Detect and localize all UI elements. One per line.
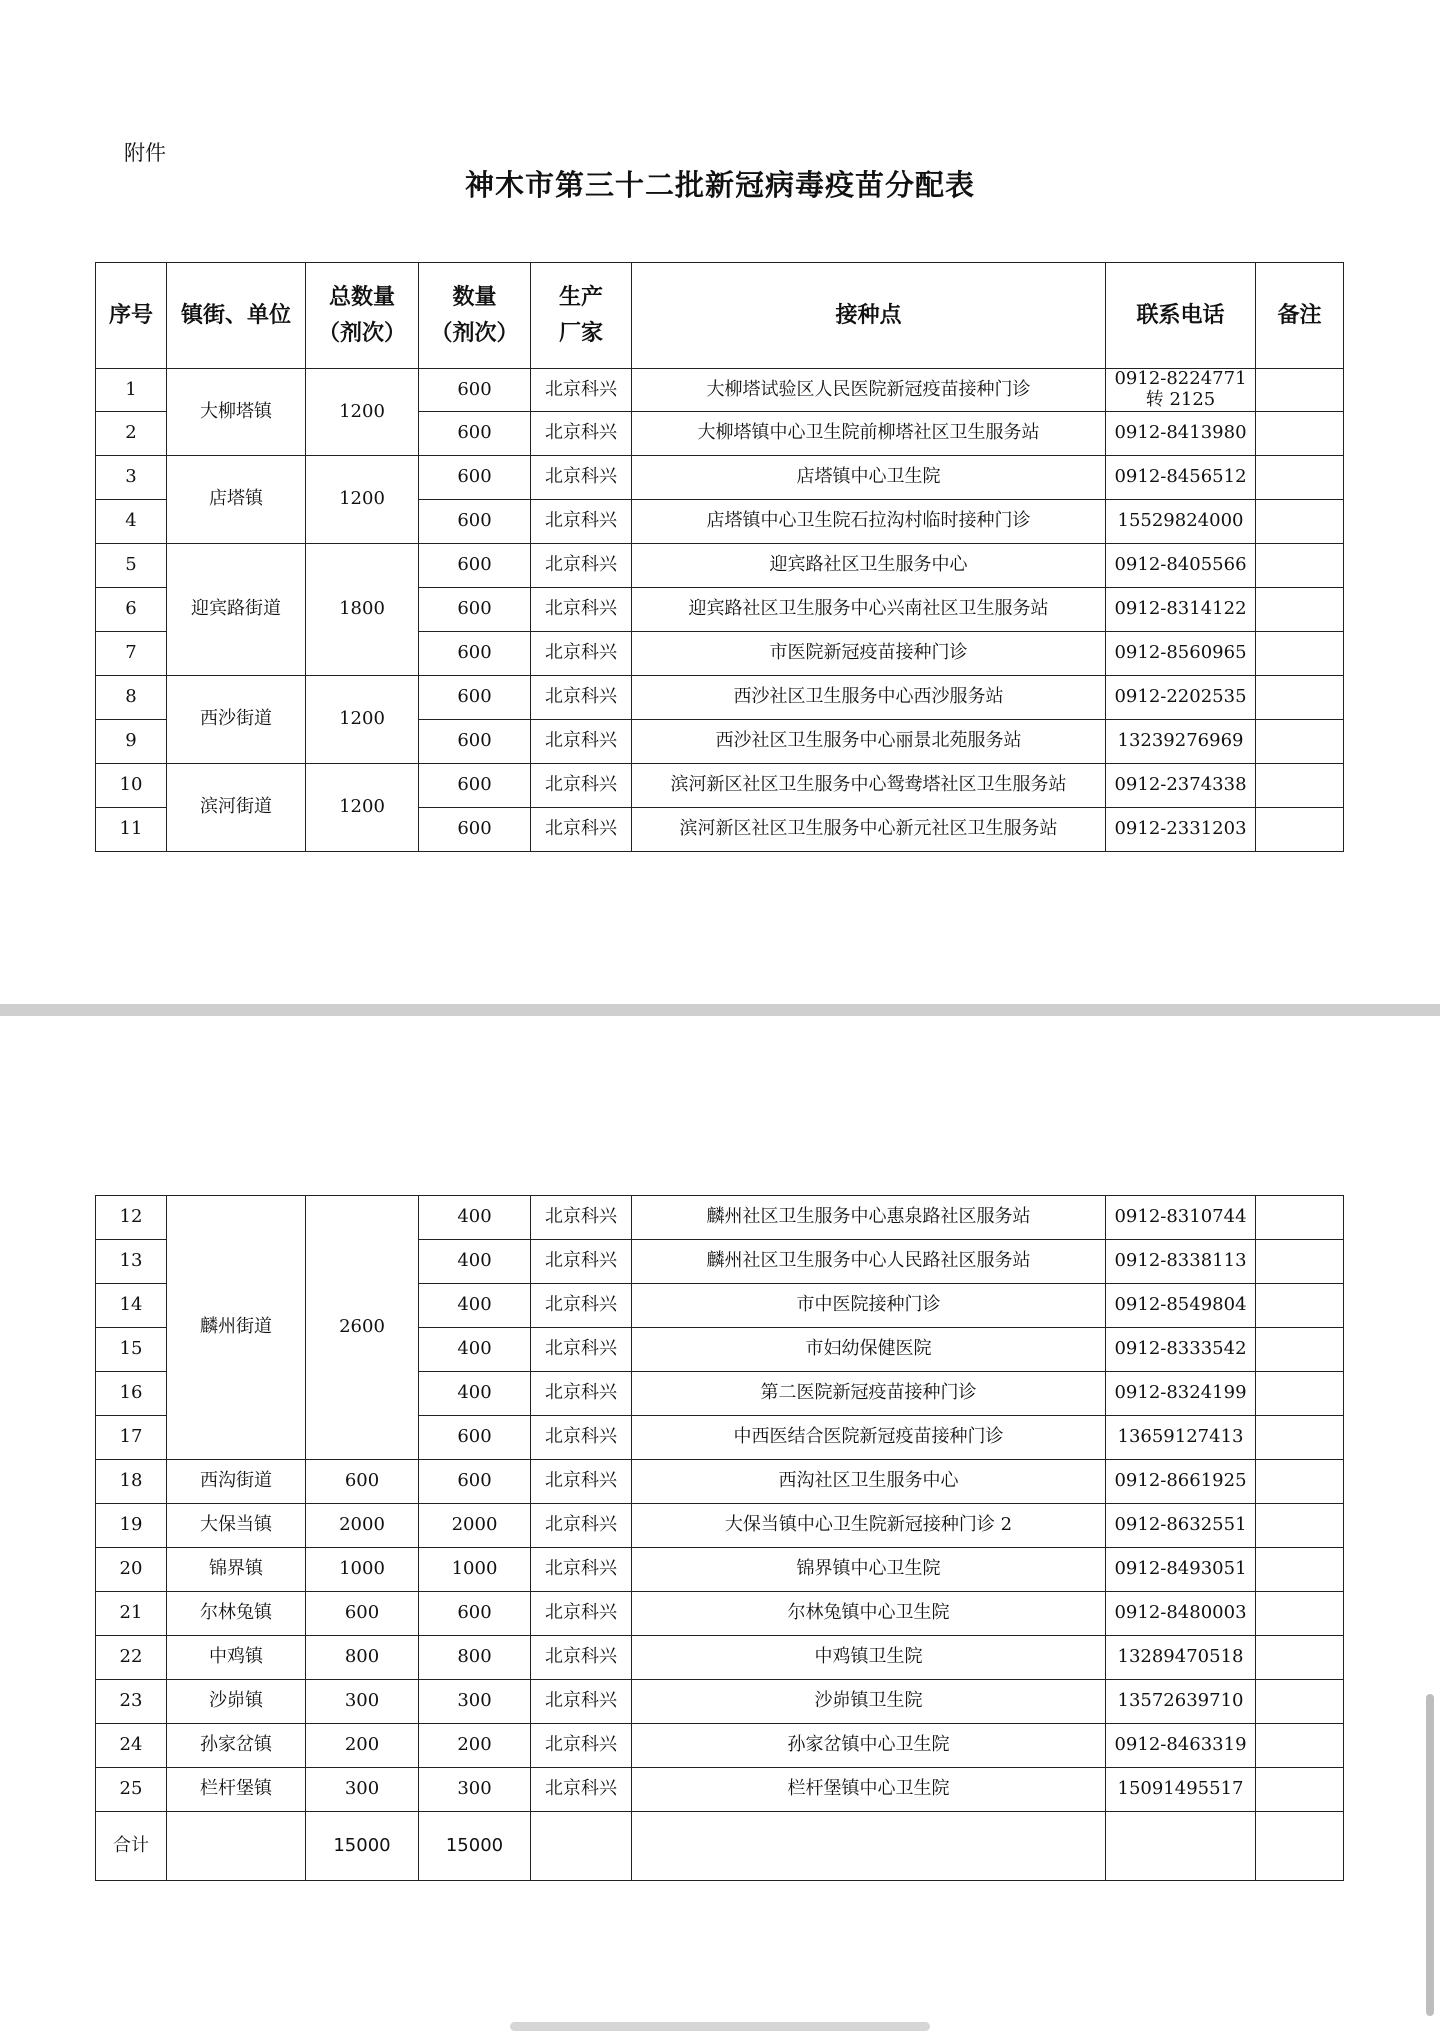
cell-seq: 2 — [96, 412, 167, 456]
allocation-table-part-1 — [95, 262, 1344, 852]
table-row — [96, 1724, 1344, 1768]
cell-note — [1256, 1768, 1344, 1812]
cell-qty: 600 — [419, 500, 531, 544]
header-total-line2: （剂次） — [317, 320, 406, 346]
cell-unit: 大柳塔镇 — [167, 369, 306, 456]
table-row — [96, 1504, 1344, 1548]
cell-unit: 沙峁镇 — [167, 1680, 306, 1724]
header-qty-line2: （剂次） — [430, 320, 519, 346]
cell-total: 2600 — [306, 1196, 419, 1460]
cell-note — [1256, 676, 1344, 720]
cell-total: 1800 — [306, 544, 419, 676]
cell-seq: 23 — [96, 1680, 167, 1724]
table-row — [96, 369, 1344, 412]
cell-site: 大柳塔镇中心卫生院前柳塔社区卫生服务站 — [632, 412, 1106, 456]
cell-maker: 北京科兴 — [531, 1196, 632, 1240]
cell-site: 市中医院接种门诊 — [632, 1284, 1106, 1328]
cell-qty: 300 — [419, 1680, 531, 1724]
cell-phone: 0912-8324199 — [1106, 1372, 1256, 1416]
table-row — [96, 1768, 1344, 1812]
cell-note — [1256, 720, 1344, 764]
cell-phone: 0912-8480003 — [1106, 1592, 1256, 1636]
cell-note — [1256, 1240, 1344, 1284]
cell-note — [1256, 1196, 1344, 1240]
cell-total: 600 — [306, 1592, 419, 1636]
cell-site: 中鸡镇卫生院 — [632, 1636, 1106, 1680]
table-row — [96, 676, 1344, 720]
cell-site: 市妇幼保健医院 — [632, 1328, 1106, 1372]
table-row — [96, 764, 1344, 808]
cell-seq: 7 — [96, 632, 167, 676]
cell-maker: 北京科兴 — [531, 764, 632, 808]
cell-total: 300 — [306, 1768, 419, 1812]
cell-site: 滨河新区社区卫生服务中心鸳鸯塔社区卫生服务站 — [632, 764, 1106, 808]
cell-site: 栏杆堡镇中心卫生院 — [632, 1768, 1106, 1812]
cell-note — [1256, 1504, 1344, 1548]
cell-qty: 600 — [419, 544, 531, 588]
cell-site: 锦界镇中心卫生院 — [632, 1548, 1106, 1592]
cell-phone: 0912-8413980 — [1106, 412, 1256, 456]
cell-maker: 北京科兴 — [531, 1768, 632, 1812]
cell-site: 西沙社区卫生服务中心西沙服务站 — [632, 676, 1106, 720]
cell-phone: 15529824000 — [1106, 500, 1256, 544]
cell-phone: 0912-2374338 — [1106, 764, 1256, 808]
page-separator — [0, 1004, 1440, 1016]
cell-phone: 0912-8493051 — [1106, 1548, 1256, 1592]
cell-qty: 400 — [419, 1372, 531, 1416]
cell-site: 西沟社区卫生服务中心 — [632, 1460, 1106, 1504]
cell-seq: 25 — [96, 1768, 167, 1812]
cell-maker: 北京科兴 — [531, 808, 632, 852]
document-page-1 — [0, 0, 1440, 1004]
cell-phone: 0912-8549804 — [1106, 1284, 1256, 1328]
cell-total: 600 — [306, 1460, 419, 1504]
cell-qty: 400 — [419, 1284, 531, 1328]
document-title: 神木市第三十二批新冠病毒疫苗分配表 — [464, 168, 975, 202]
cell-qty: 600 — [419, 412, 531, 456]
cell-qty: 600 — [419, 1416, 531, 1460]
cell-unit: 中鸡镇 — [167, 1636, 306, 1680]
cell-qty: 1000 — [419, 1548, 531, 1592]
cell-qty: 400 — [419, 1196, 531, 1240]
cell-qty: 600 — [419, 456, 531, 500]
cell-seq: 15 — [96, 1328, 167, 1372]
cell-maker: 北京科兴 — [531, 412, 632, 456]
cell-qty: 2000 — [419, 1504, 531, 1548]
cell-seq: 18 — [96, 1460, 167, 1504]
table-row — [96, 1592, 1344, 1636]
cell-maker: 北京科兴 — [531, 720, 632, 764]
cell-phone: 0912-8405566 — [1106, 544, 1256, 588]
cell-unit: 滨河街道 — [167, 764, 306, 852]
vertical-scrollbar[interactable] — [1426, 1694, 1434, 2016]
cell-phone: 13659127413 — [1106, 1416, 1256, 1460]
cell-site: 孙家岔镇中心卫生院 — [632, 1724, 1106, 1768]
header-total — [306, 263, 419, 369]
cell-seq: 1 — [96, 369, 167, 412]
header-unit: 镇街、单位 — [167, 263, 306, 369]
cell-note — [1256, 764, 1344, 808]
header-qty — [419, 263, 531, 369]
cell-qty: 600 — [419, 1592, 531, 1636]
cell-unit: 店塔镇 — [167, 456, 306, 544]
cell-note — [1256, 1636, 1344, 1680]
table-row — [96, 1460, 1344, 1504]
cell-site: 滨河新区社区卫生服务中心新元社区卫生服务站 — [632, 808, 1106, 852]
cell-note — [1256, 808, 1344, 852]
total-sum: 15000 — [306, 1812, 419, 1881]
cell-seq: 11 — [96, 808, 167, 852]
header-maker — [531, 263, 632, 369]
cell-qty: 200 — [419, 1724, 531, 1768]
cell-site: 市医院新冠疫苗接种门诊 — [632, 632, 1106, 676]
cell-maker: 北京科兴 — [531, 1636, 632, 1680]
header-site: 接种点 — [632, 263, 1106, 369]
cell-maker: 北京科兴 — [531, 588, 632, 632]
cell-total: 1200 — [306, 369, 419, 456]
cell-qty: 400 — [419, 1328, 531, 1372]
cell-site: 西沙社区卫生服务中心丽景北苑服务站 — [632, 720, 1106, 764]
cell-qty: 300 — [419, 1768, 531, 1812]
cell-seq: 8 — [96, 676, 167, 720]
cell-maker: 北京科兴 — [531, 1724, 632, 1768]
cell-maker: 北京科兴 — [531, 1680, 632, 1724]
cell-site: 沙峁镇卫生院 — [632, 1680, 1106, 1724]
cell-note — [1256, 500, 1344, 544]
cell-unit: 西沙街道 — [167, 676, 306, 764]
total-unit-empty — [167, 1812, 306, 1881]
header-qty-line1: 数量 — [452, 285, 497, 311]
cell-phone: 0912-8560965 — [1106, 632, 1256, 676]
cell-seq: 12 — [96, 1196, 167, 1240]
cell-site: 麟州社区卫生服务中心惠泉路社区服务站 — [632, 1196, 1106, 1240]
cell-total: 200 — [306, 1724, 419, 1768]
cell-unit: 栏杆堡镇 — [167, 1768, 306, 1812]
cell-maker: 北京科兴 — [531, 369, 632, 412]
cell-maker: 北京科兴 — [531, 1548, 632, 1592]
header-seq: 序号 — [96, 263, 167, 369]
cell-phone: 13572639710 — [1106, 1680, 1256, 1724]
cell-maker: 北京科兴 — [531, 676, 632, 720]
cell-phone: 0912-8314122 — [1106, 588, 1256, 632]
cell-total: 1200 — [306, 456, 419, 544]
cell-note — [1256, 1372, 1344, 1416]
cell-note — [1256, 544, 1344, 588]
cell-seq: 17 — [96, 1416, 167, 1460]
header-maker-line1: 生产 — [558, 285, 603, 311]
cell-note — [1256, 1592, 1344, 1636]
cell-total: 1200 — [306, 764, 419, 852]
header-maker-line2: 厂家 — [558, 320, 603, 346]
table-row — [96, 1680, 1344, 1724]
allocation-table-part-2 — [95, 1195, 1344, 1881]
cell-qty: 600 — [419, 632, 531, 676]
cell-maker: 北京科兴 — [531, 1460, 632, 1504]
cell-site: 店塔镇中心卫生院石拉沟村临时接种门诊 — [632, 500, 1106, 544]
table-row — [96, 456, 1344, 500]
cell-qty: 600 — [419, 764, 531, 808]
table-row — [96, 1548, 1344, 1592]
cell-maker: 北京科兴 — [531, 544, 632, 588]
cell-site: 大柳塔试验区人民医院新冠疫苗接种门诊 — [632, 369, 1106, 412]
table-row — [96, 1196, 1344, 1240]
cell-qty: 600 — [419, 1460, 531, 1504]
cell-maker: 北京科兴 — [531, 1328, 632, 1372]
phone-line1: 0912-8224771 — [1114, 368, 1247, 390]
cell-unit: 大保当镇 — [167, 1504, 306, 1548]
cell-maker: 北京科兴 — [531, 1416, 632, 1460]
cell-note — [1256, 632, 1344, 676]
cell-phone: 0912-8338113 — [1106, 1240, 1256, 1284]
cell-note — [1256, 1416, 1344, 1460]
cell-unit: 锦界镇 — [167, 1548, 306, 1592]
cell-note — [1256, 1328, 1344, 1372]
cell-phone: 0912-8333542 — [1106, 1328, 1256, 1372]
cell-maker: 北京科兴 — [531, 1284, 632, 1328]
cell-unit: 麟州街道 — [167, 1196, 306, 1460]
table-header-row — [96, 263, 1344, 369]
cell-total: 1200 — [306, 676, 419, 764]
table-row — [96, 544, 1344, 588]
cell-maker: 北京科兴 — [531, 456, 632, 500]
cell-qty: 600 — [419, 676, 531, 720]
table-row — [96, 1636, 1344, 1680]
cell-phone: 0912-8632551 — [1106, 1504, 1256, 1548]
cell-note — [1256, 1724, 1344, 1768]
cell-phone: 0912-2202535 — [1106, 676, 1256, 720]
cell-note — [1256, 369, 1344, 412]
cell-seq: 14 — [96, 1284, 167, 1328]
cell-note — [1256, 456, 1344, 500]
cell-seq: 19 — [96, 1504, 167, 1548]
home-indicator[interactable] — [510, 2022, 930, 2031]
cell-seq: 13 — [96, 1240, 167, 1284]
cell-unit: 孙家岔镇 — [167, 1724, 306, 1768]
header-total-line1: 总数量 — [328, 285, 395, 311]
cell-total: 1000 — [306, 1548, 419, 1592]
cell-note — [1256, 1680, 1344, 1724]
cell-qty: 600 — [419, 720, 531, 764]
phone-line2: 转 2125 — [1145, 389, 1216, 410]
total-note-empty — [1256, 1812, 1344, 1881]
total-maker-empty — [531, 1812, 632, 1881]
cell-seq: 5 — [96, 544, 167, 588]
cell-seq: 16 — [96, 1372, 167, 1416]
cell-phone: 0912-8661925 — [1106, 1460, 1256, 1504]
cell-seq: 24 — [96, 1724, 167, 1768]
cell-qty: 400 — [419, 1240, 531, 1284]
cell-phone: 13239276969 — [1106, 720, 1256, 764]
cell-maker: 北京科兴 — [531, 1592, 632, 1636]
total-label: 合计 — [96, 1812, 167, 1881]
cell-note — [1256, 1548, 1344, 1592]
cell-note — [1256, 1284, 1344, 1328]
cell-site: 迎宾路社区卫生服务中心兴南社区卫生服务站 — [632, 588, 1106, 632]
cell-phone: 13289470518 — [1106, 1636, 1256, 1680]
total-site-empty — [632, 1812, 1106, 1881]
cell-note — [1256, 588, 1344, 632]
cell-total: 800 — [306, 1636, 419, 1680]
cell-seq: 9 — [96, 720, 167, 764]
cell-total: 300 — [306, 1680, 419, 1724]
cell-seq: 6 — [96, 588, 167, 632]
cell-maker: 北京科兴 — [531, 632, 632, 676]
cell-qty: 800 — [419, 1636, 531, 1680]
cell-note — [1256, 1460, 1344, 1504]
cell-phone: 0912-8463319 — [1106, 1724, 1256, 1768]
header-phone: 联系电话 — [1106, 263, 1256, 369]
cell-total: 2000 — [306, 1504, 419, 1548]
cell-site: 尔林兔镇中心卫生院 — [632, 1592, 1106, 1636]
cell-seq: 20 — [96, 1548, 167, 1592]
cell-maker: 北京科兴 — [531, 1504, 632, 1548]
cell-note — [1256, 412, 1344, 456]
total-phone-empty — [1106, 1812, 1256, 1881]
cell-site: 麟州社区卫生服务中心人民路社区服务站 — [632, 1240, 1106, 1284]
cell-phone: 0912-2331203 — [1106, 808, 1256, 852]
cell-site: 店塔镇中心卫生院 — [632, 456, 1106, 500]
cell-phone — [1106, 369, 1256, 412]
cell-seq: 3 — [96, 456, 167, 500]
cell-qty: 600 — [419, 369, 531, 412]
cell-unit: 迎宾路街道 — [167, 544, 306, 676]
cell-maker: 北京科兴 — [531, 500, 632, 544]
cell-phone: 0912-8456512 — [1106, 456, 1256, 500]
cell-phone: 0912-8310744 — [1106, 1196, 1256, 1240]
cell-phone: 15091495517 — [1106, 1768, 1256, 1812]
cell-site: 迎宾路社区卫生服务中心 — [632, 544, 1106, 588]
cell-site: 大保当镇中心卫生院新冠接种门诊 2 — [632, 1504, 1106, 1548]
cell-qty: 600 — [419, 588, 531, 632]
cell-unit: 西沟街道 — [167, 1460, 306, 1504]
header-note: 备注 — [1256, 263, 1344, 369]
cell-maker: 北京科兴 — [531, 1240, 632, 1284]
attachment-label: 附件 — [124, 141, 166, 165]
cell-qty: 600 — [419, 808, 531, 852]
cell-maker: 北京科兴 — [531, 1372, 632, 1416]
cell-unit: 尔林兔镇 — [167, 1592, 306, 1636]
cell-site: 第二医院新冠疫苗接种门诊 — [632, 1372, 1106, 1416]
total-row — [96, 1812, 1344, 1881]
cell-site: 中西医结合医院新冠疫苗接种门诊 — [632, 1416, 1106, 1460]
cell-seq: 21 — [96, 1592, 167, 1636]
cell-seq: 22 — [96, 1636, 167, 1680]
total-qty: 15000 — [419, 1812, 531, 1881]
cell-seq: 10 — [96, 764, 167, 808]
document-page-2 — [0, 1016, 1440, 2035]
cell-seq: 4 — [96, 500, 167, 544]
